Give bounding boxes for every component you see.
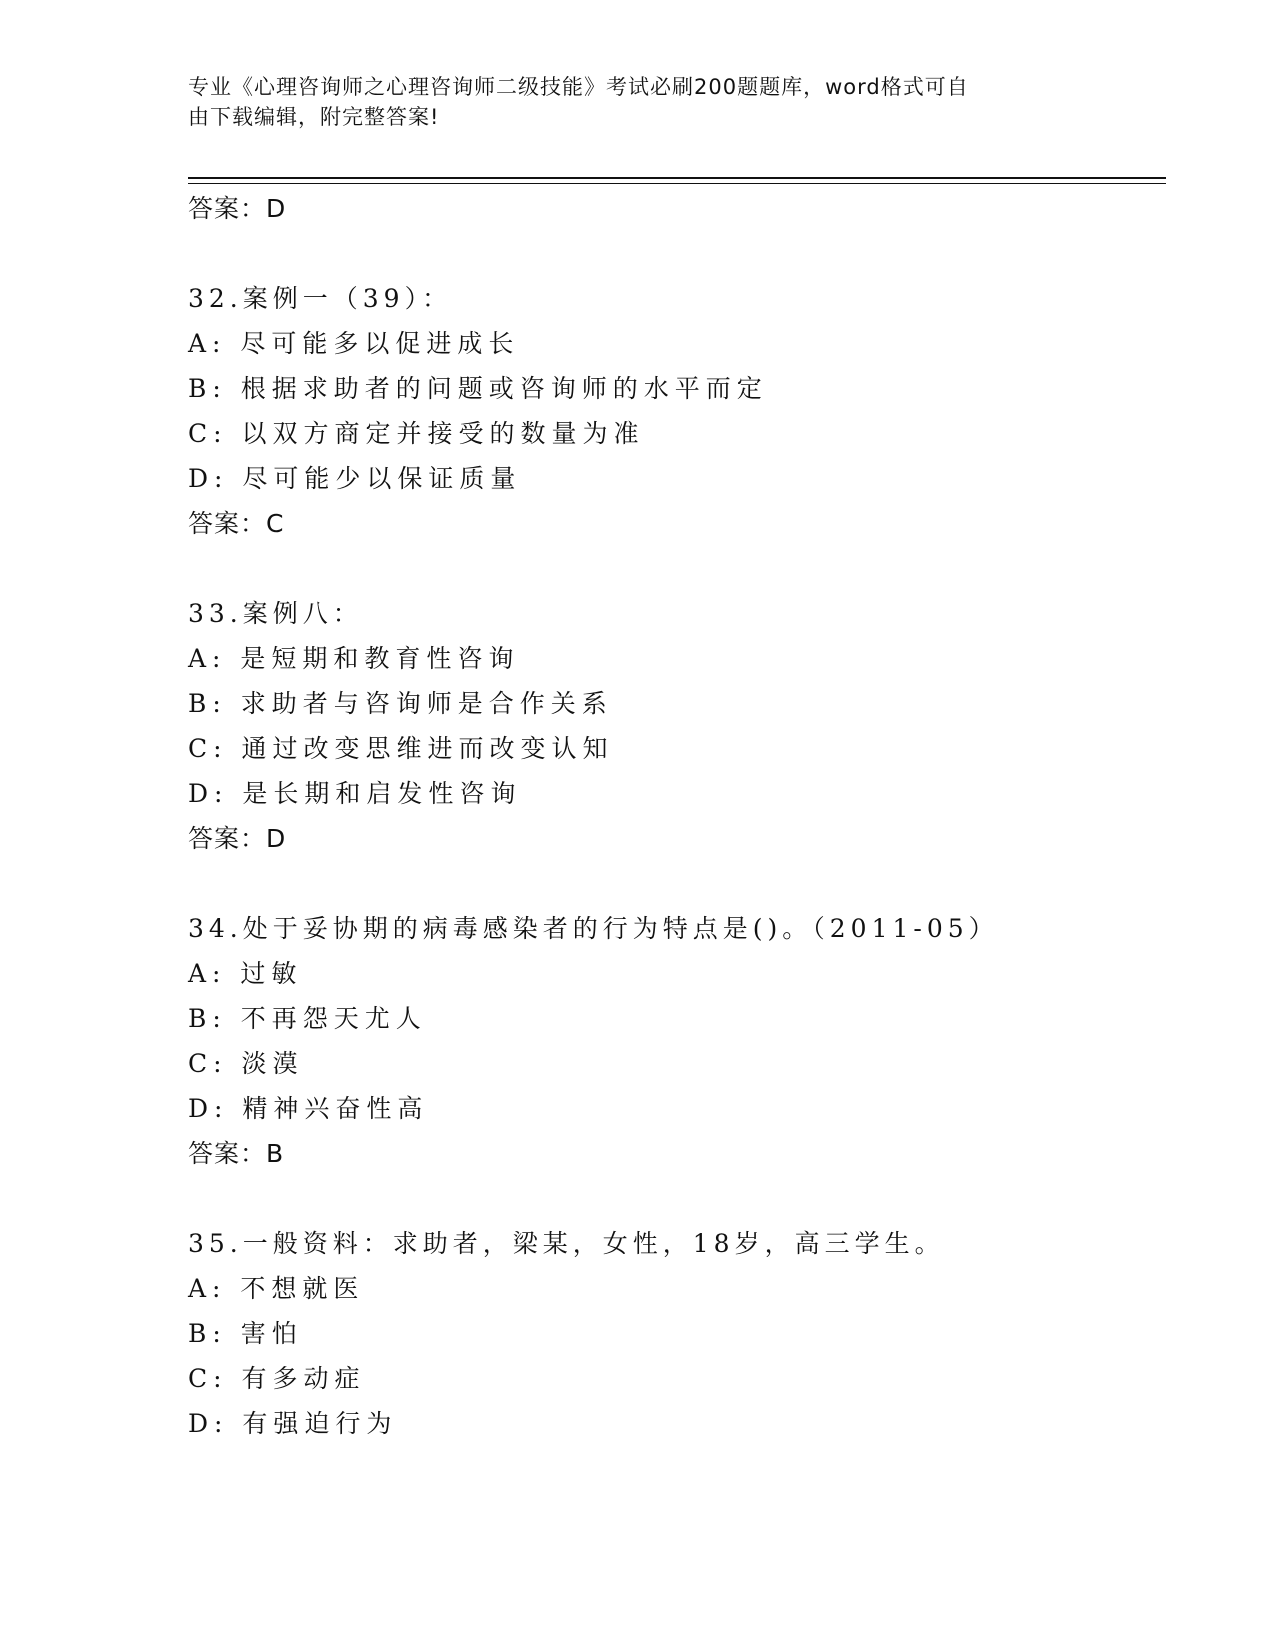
question-35-option-b: B: 害怕	[188, 1319, 303, 1348]
header-divider-thin	[188, 183, 1166, 184]
question-34-text: 34.处于妥协期的病毒感染者的行为特点是()。（2011-05）	[188, 914, 999, 943]
question-32-option-d: D: 尽可能少以保证质量	[188, 464, 522, 493]
question-35-option-a: A: 不想就医	[188, 1274, 365, 1303]
question-32-text: 32.案例一（39）：	[188, 284, 453, 313]
header-line-2: 由下载编辑，附完整答案!	[188, 105, 440, 129]
question-34-option-d: D: 精神兴奋性高	[188, 1094, 429, 1123]
question-33-option-b: B: 求助者与咨询师是合作关系	[188, 689, 613, 718]
question-33-option-a: A: 是短期和教育性咨询	[188, 644, 520, 673]
question-35-text: 35.一般资料：求助者，梁某，女性，18岁，高三学生。	[188, 1229, 945, 1258]
question-34-option-b: B: 不再怨天尤人	[188, 1004, 427, 1033]
answer-33: 答案：D	[188, 824, 287, 853]
question-33-option-c: C: 通过改变思维进而改变认知	[188, 734, 614, 763]
question-34-option-a: A: 过敏	[188, 959, 303, 988]
question-34-option-c: C: 淡漠	[188, 1049, 304, 1078]
header-divider-thick	[188, 177, 1166, 179]
answer-31: 答案：D	[188, 194, 287, 223]
question-35-option-c: C: 有多动症	[188, 1364, 366, 1393]
question-33-option-d: D: 是长期和启发性咨询	[188, 779, 522, 808]
question-32-option-c: C: 以双方商定并接受的数量为准	[188, 419, 645, 448]
document-header	[188, 72, 1088, 132]
question-32-option-a: A: 尽可能多以促进成长	[188, 329, 520, 358]
question-35-option-d: D: 有强迫行为	[188, 1409, 398, 1438]
answer-32: 答案：C	[188, 509, 285, 538]
answer-34: 答案：B	[188, 1139, 285, 1168]
question-32-option-b: B: 根据求助者的问题或咨询师的水平而定	[188, 374, 768, 403]
header-line-1: 专业《心理咨询师之心理咨询师二级技能》考试必刷200题题库，word格式可自	[188, 75, 969, 99]
question-33-text: 33.案例八：	[188, 599, 363, 628]
